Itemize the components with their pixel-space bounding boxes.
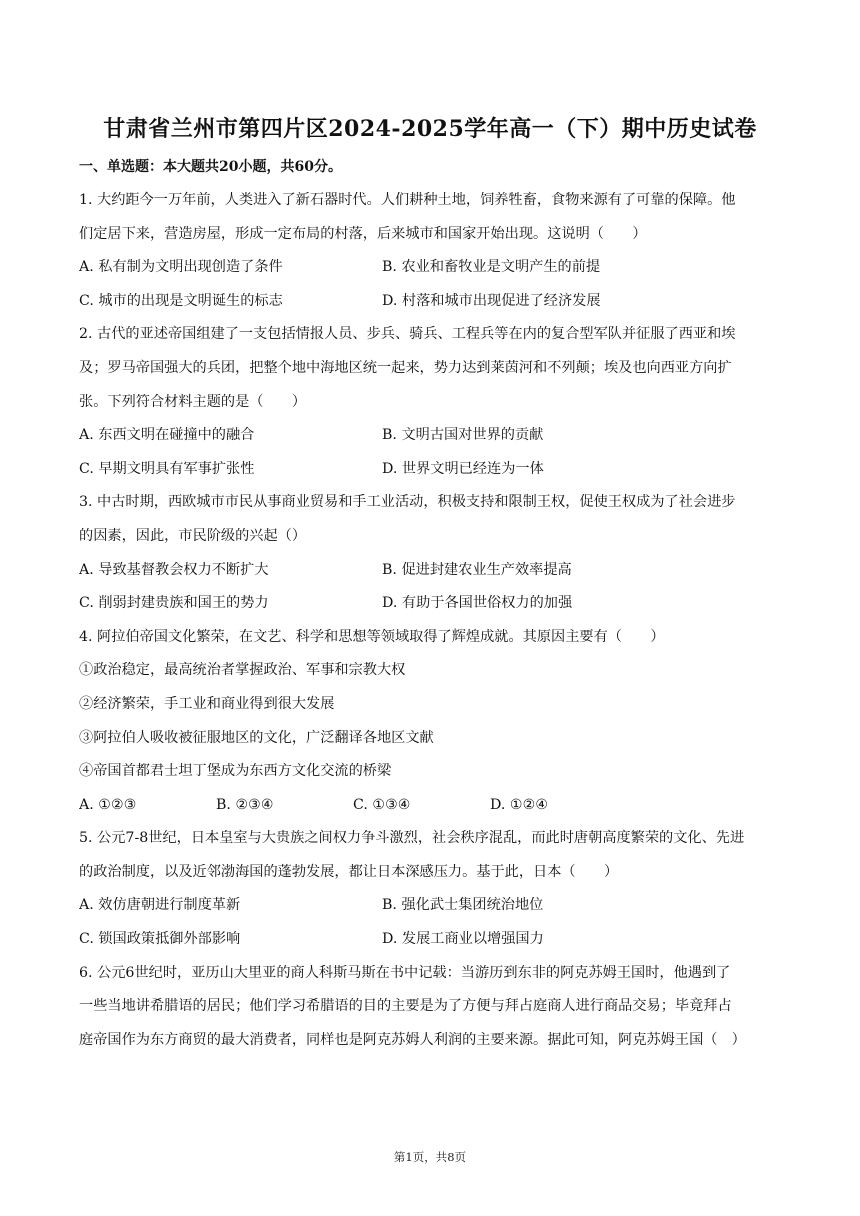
- question-2: [79, 318, 779, 486]
- option-row: [79, 419, 779, 453]
- question-stem-line: 2. 古代的亚述帝国组建了一支包括情报人员、步兵、骑兵、工程兵等在内的复合型军队并征服了西亚和埃: [79, 326, 736, 343]
- option-b[interactable]: B. ②③④: [216, 796, 274, 813]
- option-c[interactable]: C. ①③④: [353, 796, 411, 813]
- question-5: [79, 822, 779, 956]
- question-stem-line: 及；罗马帝国强大的兵团，把整个地中海地区统一起来，势力达到莱茵河和不列颠；埃及也向西亚方向扩: [79, 359, 732, 376]
- questions-list: [79, 184, 779, 1057]
- question-1: [79, 184, 779, 318]
- option-c[interactable]: C. 锁国政策抵御外部影响: [79, 931, 241, 948]
- option-row: [79, 554, 779, 588]
- option-c[interactable]: C. 城市的出现是文明诞生的标志: [79, 292, 283, 309]
- question-statement: ①政治稳定，最高统治者掌握政治、军事和宗教大权: [79, 662, 406, 679]
- option-row: [79, 923, 779, 957]
- option-row: [79, 251, 779, 285]
- option-a[interactable]: A. 导致基督教会权力不断扩大: [79, 561, 269, 578]
- option-d[interactable]: D. 世界文明已经连为一体: [382, 460, 544, 477]
- option-d[interactable]: D. 村落和城市出现促进了经济发展: [382, 292, 601, 309]
- option-c[interactable]: C. 削弱封建贵族和国王的势力: [79, 595, 269, 612]
- question-statement: ④帝国首都君士坦丁堡成为东西方文化交流的桥梁: [79, 763, 392, 780]
- question-stem-line: 4. 阿拉伯帝国文化繁荣，在文艺、科学和思想等领域取得了辉煌成就。其原因主要有（ ）: [79, 628, 665, 645]
- question-statement: ②经济繁荣，手工业和商业得到很大发展: [79, 695, 335, 712]
- question-stem-line: 张。下列符合材料主题的是（ ）: [79, 393, 307, 410]
- page-footer: 第1页，共8页: [393, 1150, 467, 1164]
- option-a[interactable]: A. 私有制为文明出现创造了条件: [79, 259, 283, 276]
- option-row: [79, 453, 779, 487]
- option-row: [79, 889, 779, 923]
- question-3: [79, 486, 779, 620]
- option-d[interactable]: D. 发展工商业以增强国力: [382, 931, 544, 948]
- question-4: [79, 621, 779, 823]
- option-b[interactable]: B. 强化武士集团统治地位: [382, 897, 544, 914]
- question-stem-line: 们定居下来，营造房屋，形成一定布局的村落，后来城市和国家开始出现。这说明（ ）: [79, 225, 647, 242]
- page-title: 甘肃省兰州市第四片区2024-2025学年高一（下）期中历史试卷: [103, 116, 757, 142]
- option-row: [79, 285, 779, 319]
- option-b[interactable]: B. 农业和畜牧业是文明产生的前提: [382, 259, 601, 276]
- question-stem-line: 一些当地讲希腊语的居民；他们学习希腊语的目的主要是为了方便与拜占庭商人进行商品交易；毕竟拜占: [79, 998, 732, 1015]
- option-d[interactable]: D. ①②④: [490, 796, 549, 813]
- question-stem-line: 庭帝国作为东方商贸的最大消费者，同样也是阿克苏姆人利润的主要来源。据此可知，阿克苏姆王国（ ）: [79, 1031, 746, 1048]
- question-stem-line: 3. 中古时期，西欧城市市民从事商业贸易和手工业活动，积极支持和限制王权，促使王权成为了社会进步: [79, 494, 736, 511]
- option-row: [79, 789, 779, 823]
- section-heading: 一、单选题：本大题共20小题，共60分。: [79, 159, 342, 175]
- option-b[interactable]: B. 文明古国对世界的贡献: [382, 427, 544, 444]
- question-statement: ③阿拉伯人吸收被征服地区的文化，广泛翻译各地区文献: [79, 729, 434, 746]
- question-stem-line: 6. 公元6世纪时，亚历山大里亚的商人科斯马斯在书中记载：当游历到东非的阿克苏姆王国时，他遇到了: [79, 964, 731, 981]
- option-b[interactable]: B. 促进封建农业生产效率提高: [382, 561, 572, 578]
- option-a[interactable]: A. 效仿唐朝进行制度革新: [79, 897, 241, 914]
- option-c[interactable]: C. 早期文明具有军事扩张性: [79, 460, 255, 477]
- option-a[interactable]: A. 东西文明在碰撞中的融合: [79, 427, 255, 444]
- option-a[interactable]: A. ①②③: [79, 796, 137, 813]
- question-stem-line: 5. 公元7-8世纪，日本皇室与大贵族之间权力争斗激烈，社会秩序混乱，而此时唐朝高度繁荣的文化、先进: [79, 830, 745, 847]
- question-6: [79, 957, 779, 1058]
- question-stem-line: 的政治制度，以及近邻渤海国的蓬勃发展，都让日本深感压力。基于此，日本（ ）: [79, 863, 619, 880]
- option-d[interactable]: D. 有助于各国世俗权力的加强: [382, 595, 573, 612]
- question-stem-line: 的因素，因此，市民阶级的兴起（）: [79, 527, 307, 544]
- question-stem-line: 1. 大约距今一万年前，人类进入了新石器时代。人们耕种土地，饲养牲畜，食物来源有了可靠的保障。他: [79, 192, 736, 208]
- option-row: [79, 587, 779, 621]
